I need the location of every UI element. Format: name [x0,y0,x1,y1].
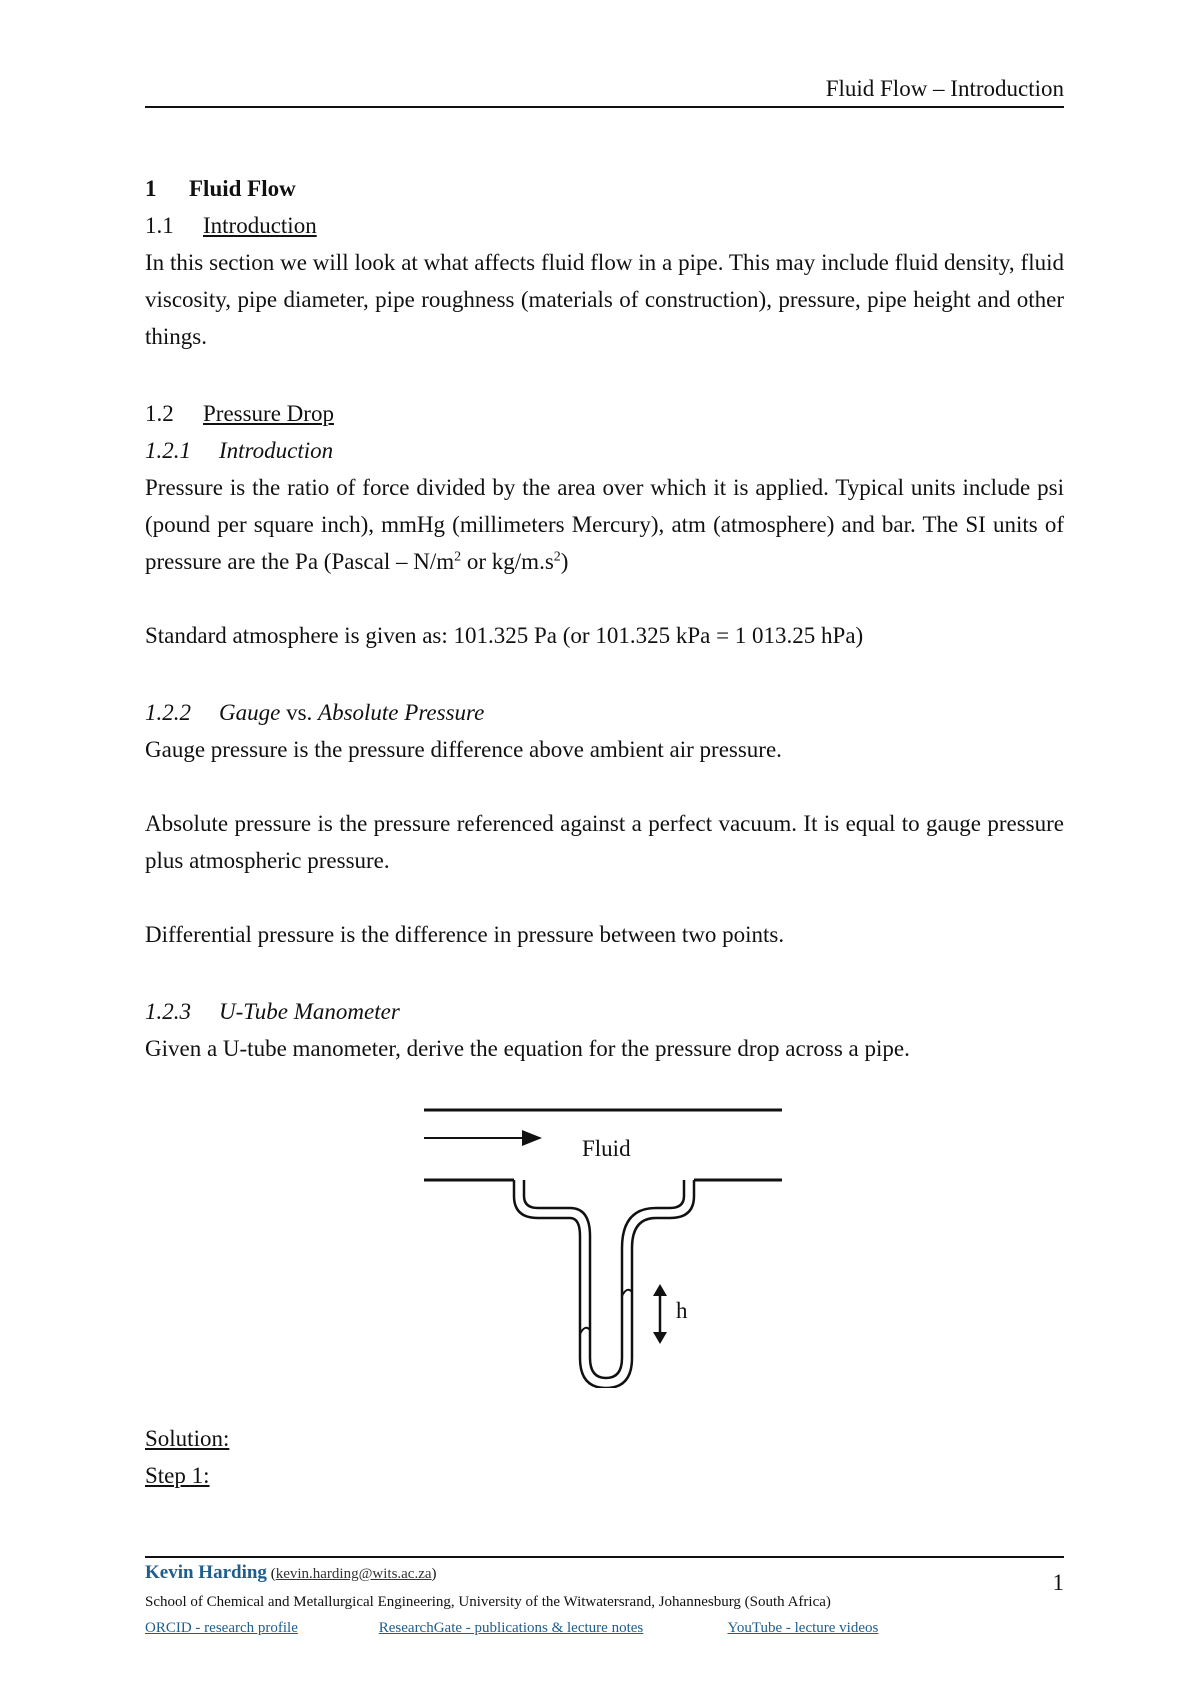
paragraph-introduction: In this section we will look at what affects fluid flow in a pipe. This may include fluid density, fluid viscosity, pipe diameter, pipe roughness (materials of construction), pressure, pipe height and other things. [145,250,1064,349]
footer [145,1562,1064,1640]
solution-block [145,1420,229,1494]
height-label: h [676,1298,688,1323]
paragraph-pressure-definition [145,469,1064,580]
heading-number: 1.2.2 [145,700,191,725]
u-tube-outer [514,1180,694,1388]
researchgate-link[interactable]: ResearchGate - publications & lecture notes [378,1620,644,1636]
running-header: Fluid Flow – Introduction [825,76,1064,101]
paren-open: ( [270,1566,276,1582]
superscript: 2 [454,549,462,565]
heading-title: Introduction [219,438,334,463]
paragraph-standard-atmosphere: Standard atmosphere is given as: 101.325 Pa (or 101.325 kPa = 1 013.25 hPa) [145,623,864,648]
heading-number: 1.2.1 [145,438,191,463]
paragraph-manometer: Given a U-tube manometer, derive the equation for the pressure drop across a pipe. [145,1036,910,1061]
paragraph-absolute: Absolute pressure is the pressure referenced against a perfect vacuum. It is equal to gauge pressure plus atmospheric pressure. [145,811,1064,873]
paren-close: ) [431,1566,437,1582]
author-email-link[interactable]: kevin.harding@wits.ac.za [275,1566,432,1582]
document-body [145,170,1064,1067]
height-arrow-bottom-head [653,1332,667,1344]
heading-number: 1.1 [145,213,174,238]
fluid-label: Fluid [582,1136,631,1161]
heading-title: Fluid Flow [189,176,296,201]
step-label: Step 1: [145,1463,210,1488]
text-run: or kg/m.s [461,549,554,574]
heading-title: Introduction [203,213,317,238]
solution-label: Solution: [145,1426,230,1451]
manometer-diagram [420,1098,790,1388]
heading-title: U-Tube Manometer [219,999,400,1024]
page-number: 1 [1052,1570,1064,1595]
heading-number: 1.2 [145,401,174,426]
heading-section-1-2-1 [145,432,1064,469]
footer-rule [145,1556,1064,1558]
orcid-link[interactable]: ORCID - research profile [145,1620,298,1636]
heading-section-1-2-2 [145,694,1064,731]
heading-section-1-2-3 [145,993,1064,1030]
heading-section-1 [145,170,1064,207]
footer-links [145,1616,1064,1640]
superscript: 2 [553,549,561,565]
paragraph-gauge: Gauge pressure is the pressure difference above ambient air pressure. [145,737,782,762]
u-tube-inner [524,1180,684,1378]
heading-title-part: Absolute Pressure [318,700,485,725]
heading-section-1-1 [145,207,1064,244]
paragraph-differential: Differential pressure is the difference in pressure between two points. [145,922,785,947]
author-line [145,1562,1064,1585]
heading-section-1-2 [145,395,1064,432]
heading-title: Pressure Drop [203,401,334,426]
author-name: Kevin Harding [145,1562,267,1583]
youtube-link[interactable]: YouTube - lecture videos [727,1620,879,1636]
text-run: ) [560,549,569,574]
height-arrow-top-head [653,1284,667,1296]
fluid-level-left [580,1328,590,1334]
heading-title-part: Gauge [219,700,281,725]
heading-title-vs: vs. [280,700,319,725]
text-run: Pressure is the ratio of force divided by the area over which it is applied. Typical units include psi (pound per square inch), mmHg (millimeters Mercury), atm (atmosphere) and bar. The SI units of pressure are the Pa (Pascal – N/m [145,475,1064,574]
school-affiliation: School of Chemical and Metallurgical Engineering, University of the Witwatersrand, Johannesburg (South Africa) [145,1594,831,1610]
heading-number: 1.2.3 [145,999,191,1024]
header-rule [145,106,1064,108]
heading-number: 1 [145,176,157,201]
fluid-level-right [622,1290,632,1296]
